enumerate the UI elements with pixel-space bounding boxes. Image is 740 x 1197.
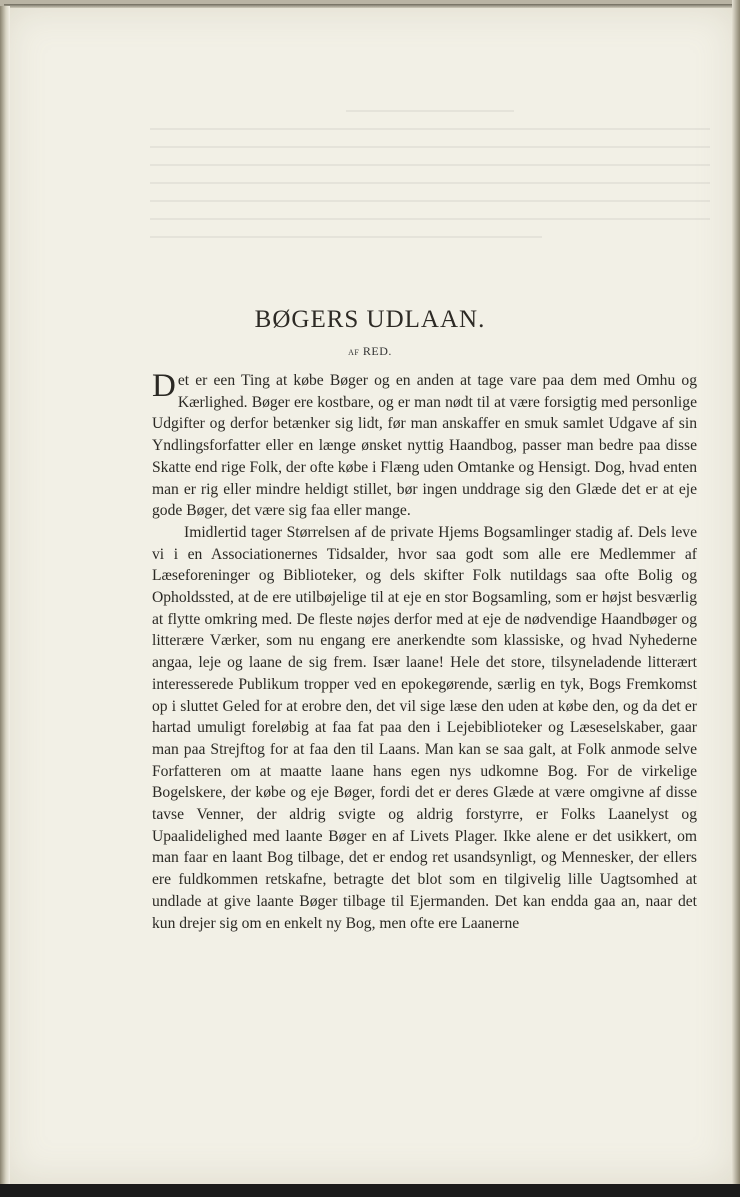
- byline-prefix: AF: [348, 348, 360, 357]
- scan-bottom-border: [0, 1184, 740, 1197]
- article-title: BØGERS UDLAAN.: [254, 306, 486, 333]
- page-stack-edge: [732, 0, 740, 1197]
- show-through-text: [150, 110, 710, 290]
- paragraph-2: Imidlertid tager Størrelsen af de private Hjems Bogsamlinger stadig af. Dels leve vi i en Associationernes Tidsalder, hvor saa godt som alle ere Medlemmer af Læseforeninger og Biblioteker, og dels skifter Folk nutildags saa ofte Bolig og Opholdssted, at de ere utilbøjelige til at eje en stor Bogsamling, som er højst besværlig at flytte omkring med. De fleste nøjes derfor med at eje de nødvendige Haandbøger og litterære Værker, som nu engang ere anerkendte som klassiske, og hvad Nyhederne angaa, leje og laane de sig frem. Især laane! Hele det store, tilsyneladende litterært interesserede Publikum tropper ved en epokegørende, særlig en tyk, Bogs Fremkomst op i sluttet Geled for at erobre den, det vil sige læse den uden at købe den, og da det er hartad umuligt foreløbig at faa fat paa den i Lejebiblioteker og Læseselskaber, gaar man paa Strejftog for at faa den til Laans. Man kan se saa galt, at Folk anmode selve Forfatteren om at maatte laane hans egen nys udkomne Bog. For de virkelige Bogelskere, der købe og eje Bøger, fordi det er deres Glæde at være omgivne af disse tavse Venner, der aldrig svigte og aldrig forstyrre, er Folks Laanelyst og Upaalidelighed med laante Bøger en af Livets Plager. Ikke alene er det usikkert, om man faar en laant Bog tilbage, det er endog ret usandsynligt, og Mennesker, der ellers ere fuldkommen retskafne, betragte det blot som en tilgivelig lille Uagtsomhed at undlade at give laante Bøger tilbage til Ejermanden. Det kan endda gaa an, naar det kun drejer sig om en enkelt ny Bog, men ofte ere Laanerne: [152, 523, 697, 932]
- byline-name: RED.: [362, 344, 392, 358]
- article-body: [152, 370, 697, 934]
- drop-cap: D: [152, 368, 176, 404]
- paragraph-1: [152, 370, 697, 522]
- paragraph-1-text: et er een Ting at købe Bøger og en anden at tage vare paa dem med Omhu og Kærlighed. Bøger ere kostbare, og er man nødt til at være forsigtig med personlige Udgifter og derfor betænker sig lidt, før man anskaffer en smuk samlet Udgave af sin Yndlingsforfatter eller en længe ønsket nyttig Haandbog, passer man bedre paa disse Skatte end rige Folk, der ofte købe i Flæng uden Omtanke og Hensigt. Dog, hvad enten man er rig eller mindre heldigt stillet, bør ingen unddrage sig den Glæde det er at eje gode Bøger, det være sig faa eller mange.: [152, 372, 697, 520]
- page-binding-shadow: [0, 6, 10, 1184]
- page-top-edge: [4, 4, 737, 8]
- article-byline: [0, 344, 740, 359]
